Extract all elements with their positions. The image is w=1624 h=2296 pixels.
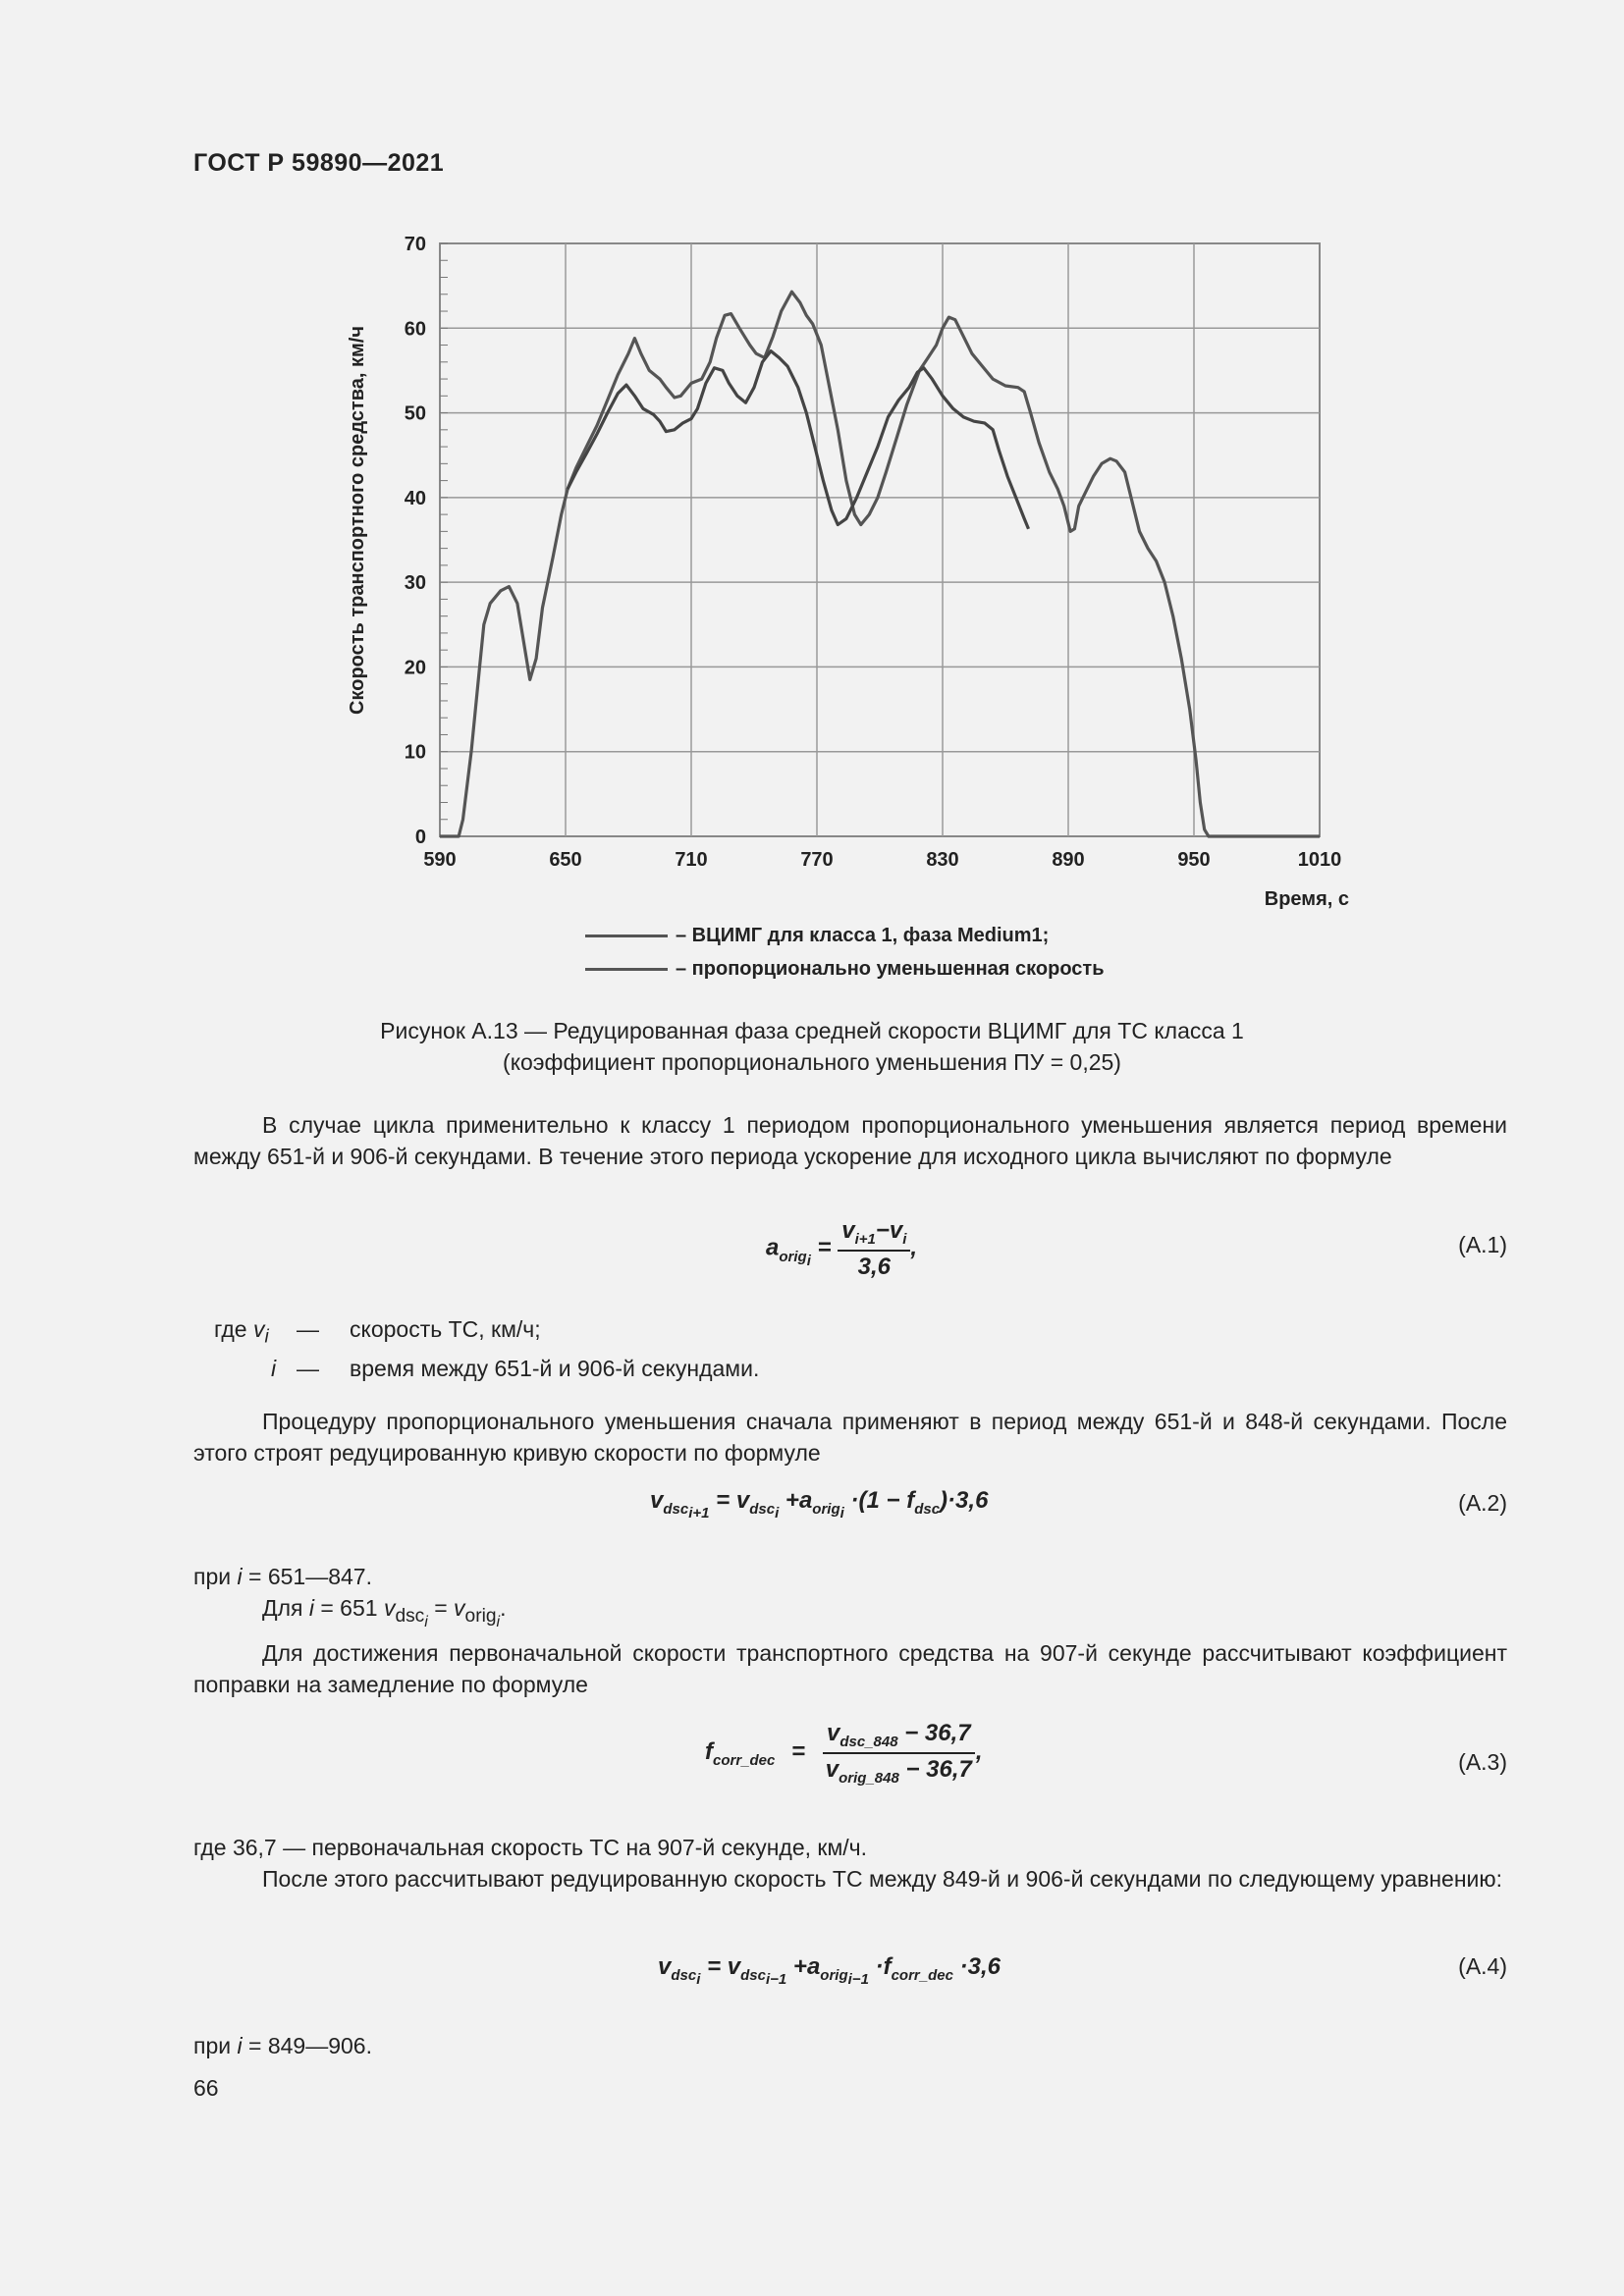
series-line-2: [568, 351, 1028, 529]
y-tick-label: 0: [414, 827, 426, 848]
when-2-prefix: при: [193, 2033, 232, 2058]
paragraph-3: Для достижения первоначальной скорости транспортного средства на 907-й секунде рассчитывают коэффициент поправки на замедление по формуле: [193, 1640, 1507, 1697]
figure-caption: [196, 1015, 1428, 1078]
eq4-eq: =: [707, 1953, 722, 1980]
eq1-end: ,: [910, 1234, 918, 1261]
eq2-dot2: ·: [947, 1487, 956, 1514]
eq4-a-sub: orig: [820, 1966, 848, 1984]
eq3-numerator: [823, 1720, 975, 1754]
eq4-v1-sub: dsc: [671, 1966, 697, 1984]
x-tick-label: 830: [926, 849, 959, 871]
eq2-a: a: [798, 1487, 813, 1514]
y-tick-label: 60: [404, 318, 426, 341]
for-v2: v: [454, 1595, 465, 1621]
x-tick-label: 950: [1177, 849, 1211, 871]
where-2-desc: время между 651-й и 906-й секундами.: [350, 1356, 760, 1381]
eq2-v2: v: [735, 1487, 750, 1514]
for-sub2i: i: [496, 1613, 501, 1630]
caption-line-2: (коэффициент пропорционального уменьшения ПУ = 0,25): [503, 1049, 1121, 1075]
where-2-dash: —: [297, 1356, 319, 1381]
for-sub1: dsc: [395, 1605, 425, 1627]
eq3-num-v: v: [826, 1720, 840, 1746]
equation-number-a4: (А.4): [1458, 1953, 1507, 1979]
when-2: [193, 2030, 372, 2061]
x-tick-label: 770: [800, 849, 834, 871]
eq3-den-v: v: [825, 1755, 839, 1783]
legend-swatch-2: [585, 968, 668, 971]
y-axis-label: Скорость транспортного средства, км/ч: [347, 326, 368, 715]
where-1-var: v: [252, 1316, 265, 1342]
when-2-var: i: [237, 2033, 243, 2058]
eq1-lhs-sub: orig: [779, 1248, 807, 1265]
eq3-f: f: [705, 1738, 713, 1766]
y-tick-label: 50: [404, 402, 426, 425]
plot-frame: [440, 243, 1320, 836]
eq2-f-sub: dsc: [914, 1500, 941, 1518]
eq1-num-v: v: [841, 1217, 855, 1244]
eq1-num-sub2: i: [902, 1230, 907, 1248]
eq2-v1-sub: dsc: [663, 1500, 689, 1518]
when-1-var: i: [237, 1564, 243, 1589]
eq2-a-subi: i: [839, 1504, 844, 1522]
eq1-eq: =: [817, 1234, 832, 1261]
eq4-dot1: ·: [875, 1953, 884, 1980]
eq4-plus: +: [792, 1953, 807, 1980]
eq1-numerator: [838, 1217, 910, 1252]
legend-item-2: [585, 958, 1105, 981]
eq1-fraction: [838, 1217, 910, 1281]
eq2-plus: +: [785, 1487, 799, 1514]
when-1-range: = 651—847.: [248, 1564, 372, 1589]
x-tick-label: 890: [1052, 849, 1085, 871]
paragraph-2: Процедуру пропорционального уменьшения сначала применяют в период между 651-й и 848-й секундами. После этого строят редуцированную кривую скорости по формуле: [193, 1409, 1507, 1466]
eq2-v2-sub: dsc: [749, 1500, 776, 1518]
where-1-sub: i: [264, 1326, 269, 1348]
for-var: i: [308, 1595, 314, 1621]
paragraph-5: После этого рассчитывают редуцированную скорость ТС между 849-й и 906-й секундами по следующему уравнению:: [262, 1866, 1503, 1892]
where-2-var: [271, 1353, 276, 1384]
equation-number-a2: (А.2): [1458, 1490, 1507, 1516]
x-axis-label: Время, с: [1264, 888, 1349, 910]
y-tick-label: 70: [404, 234, 426, 255]
for-v1: v: [383, 1595, 396, 1621]
y-tick-label: 10: [404, 741, 426, 764]
eq2-eq: =: [716, 1487, 731, 1514]
eq1-denominator: 3,6: [857, 1253, 892, 1280]
speed-chart: [324, 226, 1355, 913]
legend-swatch-1: [585, 934, 668, 937]
eq4-v2-subi: i−1: [765, 1970, 787, 1988]
legend-label-1: – ВЦИМГ для класса 1, фаза Medium1;: [676, 925, 1050, 946]
when-1-prefix: при: [193, 1564, 232, 1589]
equation-a2: [650, 1487, 988, 1522]
legend-label-2: – пропорционально уменьшенная скорость: [676, 958, 1105, 980]
caption-line-1: Рисунок А.13 — Редуцированная фаза средней скорости ВЦИМГ для ТС класса 1: [380, 1018, 1244, 1043]
for-eq: = 651: [320, 1595, 378, 1621]
eq1-lhs-subi: i: [806, 1252, 811, 1269]
paragraph-4: где 36,7 — первоначальная скорость ТС на 907-й секунде, км/ч.: [193, 1835, 868, 1860]
series-line-1: [440, 292, 1320, 836]
eq3-num-rest: − 36,7: [904, 1720, 971, 1746]
eq3-end: ,: [975, 1738, 983, 1766]
x-tick-label: 710: [675, 849, 708, 871]
eq2-v1: v: [650, 1487, 664, 1514]
eq1-lhs: a: [766, 1234, 780, 1261]
eq2-f: f: [906, 1487, 915, 1514]
x-tick-label: 590: [423, 849, 457, 871]
eq3-fraction: [822, 1720, 976, 1787]
document-header: ГОСТ Р 59890—2021: [193, 149, 445, 177]
for-sub2: orig: [464, 1605, 497, 1627]
for-prefix: Для: [262, 1595, 303, 1621]
eq4-v1-subi: i: [696, 1970, 701, 1988]
y-tick-label: 40: [404, 487, 426, 509]
eq2-dot1: ·: [850, 1487, 859, 1514]
eq2-k: 3,6: [955, 1487, 989, 1514]
initial-condition: [262, 1592, 506, 1637]
where-prefix: где: [214, 1316, 247, 1342]
eq4-v1: v: [658, 1953, 672, 1980]
equation-a4: [658, 1953, 1001, 1988]
for-eqsign: =: [434, 1595, 448, 1621]
paragraph-1: В случае цикла применительно к классу 1 периодом пропорционального уменьшения является период времени между 651-й и 906-й секундами. В течение этого периода ускорение для исходного цикла вычисляют по формуле: [193, 1112, 1507, 1169]
eq1-num-v2: v: [889, 1217, 903, 1244]
equation-a1: [766, 1217, 917, 1281]
where-1-dash: —: [297, 1316, 319, 1342]
eq3-f-sub: corr_dec: [713, 1751, 776, 1769]
y-tick-label: 30: [404, 572, 426, 595]
eq4-k: 3,6: [967, 1953, 1001, 1980]
eq4-a-subi: i−1: [847, 1970, 869, 1988]
eq4-v2: v: [727, 1953, 741, 1980]
eq4-f: f: [883, 1953, 892, 1980]
eq2-v2-subi: i: [775, 1504, 780, 1522]
eq4-a: a: [806, 1953, 821, 1980]
eq4-f-sub: corr_dec: [891, 1966, 953, 1984]
for-end: .: [500, 1595, 507, 1621]
eq2-paren: (1 −: [858, 1487, 900, 1514]
equation-number-a1: (А.1): [1458, 1232, 1507, 1257]
equation-number-a3: (А.3): [1458, 1749, 1507, 1775]
eq2-a-sub: orig: [812, 1500, 840, 1518]
eq2-v1-subi: i+1: [688, 1504, 710, 1522]
eq1-num-minus: −: [875, 1217, 890, 1244]
eq3-den-rest: − 36,7: [905, 1755, 972, 1783]
page-number: 66: [193, 2075, 219, 2101]
where-2-var-text: i: [271, 1356, 277, 1381]
eq3-eq: =: [791, 1738, 806, 1766]
when-2-range: = 849—906.: [248, 2033, 372, 2058]
eq1-num-sub1: i+1: [854, 1230, 876, 1248]
y-tick-label: 20: [404, 657, 426, 679]
equation-a3: [705, 1720, 983, 1787]
eq3-num-sub: dsc_848: [839, 1733, 898, 1750]
where-1-label: [214, 1313, 269, 1354]
eq2-close: ): [940, 1487, 948, 1514]
eq3-den-sub: orig_848: [839, 1769, 899, 1787]
eq4-v2-sub: dsc: [740, 1966, 766, 1984]
legend-item-1: [585, 925, 1049, 947]
where-1-desc: скорость ТС, км/ч;: [350, 1316, 541, 1342]
eq4-dot2: ·: [959, 1953, 968, 1980]
x-tick-label: 650: [549, 849, 582, 871]
for-sub1i: i: [424, 1613, 428, 1630]
when-1: [193, 1561, 372, 1592]
eq3-denominator: [822, 1754, 976, 1787]
x-tick-label: 1010: [1297, 849, 1342, 871]
